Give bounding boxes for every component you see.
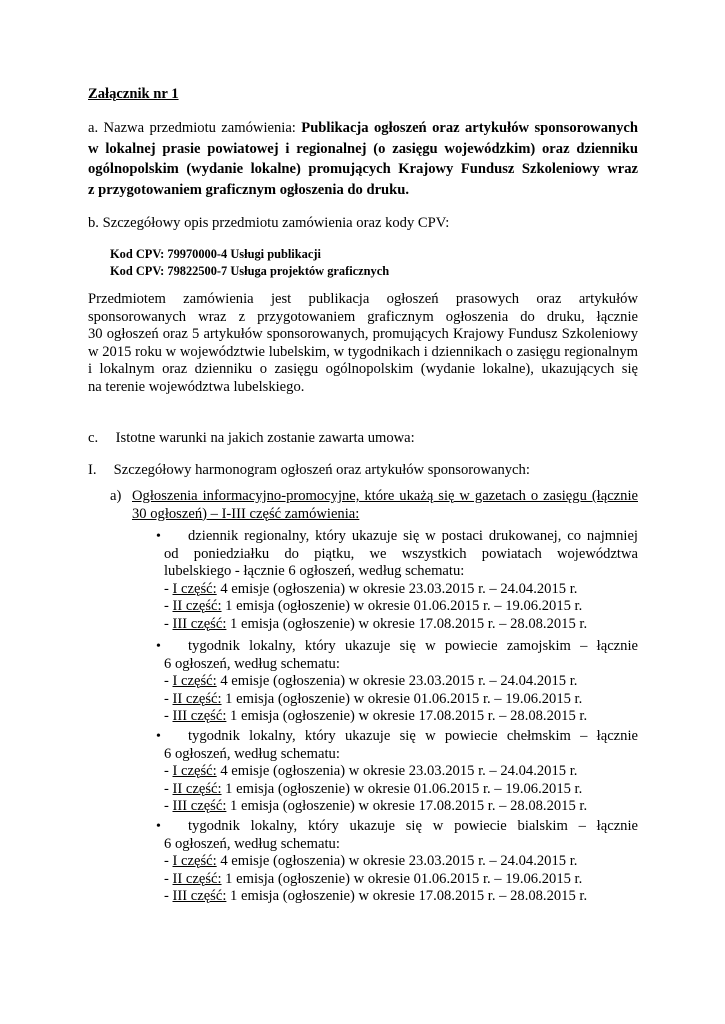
item-line: 6 ogłoszeń, według schematu: bbox=[164, 655, 340, 672]
section-a-line-2 bbox=[88, 139, 638, 160]
schedule-part: I część: bbox=[172, 580, 217, 597]
section-c bbox=[88, 428, 638, 449]
schedule-part: I część: bbox=[172, 763, 217, 779]
schedule-row bbox=[164, 871, 638, 889]
document-title: Załącznik nr 1 bbox=[88, 86, 179, 102]
schedule-row bbox=[164, 888, 638, 906]
description-line: Przedmiotem zamówienia jest publikacja ogłoszeń prasowych oraz artykułów bbox=[88, 291, 638, 307]
list-item bbox=[156, 818, 638, 906]
schedule-prefix: - bbox=[164, 598, 173, 614]
section-b-label: b. bbox=[88, 215, 99, 231]
schedule-text: 4 emisje (ogłoszenia) w okresie 23.03.2015 r. – 24.04.2015 r. bbox=[216, 763, 578, 779]
bullet-icon: • bbox=[156, 819, 161, 834]
section-a-bold-3: ogólnopolskim (wydanie lokalne) promujących Krajowy Fundusz Szkoleniowy wraz bbox=[88, 161, 638, 177]
schedule-text: 4 emisje (ogłoszenia) w okresie 23.03.2015 r. – 24.04.2015 r. bbox=[216, 853, 578, 869]
schedule-row bbox=[164, 781, 638, 799]
section-a bbox=[88, 118, 638, 200]
schedule-prefix: - bbox=[164, 708, 173, 724]
schedule-prefix: - bbox=[164, 673, 173, 689]
item-line: 6 ogłoszeń, według schematu: bbox=[164, 835, 340, 852]
schedule-part: I część: bbox=[172, 853, 217, 869]
schedule-part: II część: bbox=[172, 870, 222, 887]
schedule-text: 1 emisja (ogłoszenie) w okresie 17.08.2015 r. – 28.08.2015 r. bbox=[226, 798, 588, 814]
schedule-row bbox=[164, 598, 638, 616]
section-a-line-4 bbox=[88, 180, 638, 201]
subsection-a-line-2 bbox=[110, 506, 638, 524]
cpv-code-1: Kod CPV: 79970000-4 Usługi publikacji bbox=[110, 247, 321, 261]
cpv-codes bbox=[110, 246, 638, 280]
schedule-prefix: - bbox=[164, 615, 173, 632]
section-b-text: Szczegółowy opis przedmiotu zamówienia oraz kody CPV: bbox=[102, 215, 450, 231]
section-a-bold-2: w lokalnej prasie powiatowej i regionalnej (o zasięgu wojewódzkim) oraz dzienniku bbox=[88, 140, 638, 157]
section-a-line-3 bbox=[88, 159, 638, 180]
bullet-icon: • bbox=[156, 639, 161, 654]
schedule-row bbox=[164, 673, 638, 691]
description-line: sponsorowanych wraz z przygotowaniem graficznym ogłoszenia do druku, łącznie bbox=[88, 308, 638, 325]
schedule-prefix: - bbox=[164, 798, 173, 814]
description-paragraph bbox=[88, 291, 638, 396]
schedule-prefix: - bbox=[164, 870, 173, 887]
schedule-text: 1 emisja (ogłoszenie) w okresie 17.08.2015 r. – 28.08.2015 r. bbox=[226, 888, 588, 904]
schedule-row bbox=[164, 708, 638, 726]
section-c-text: Istotne warunki na jakich zostanie zawarta umowa: bbox=[115, 430, 415, 446]
section-I-text: Szczegółowy harmonogram ogłoszeń oraz artykułów sponsorowanych: bbox=[113, 462, 530, 478]
bullet-icon: • bbox=[156, 529, 161, 544]
subsection-a-line-1 bbox=[110, 488, 638, 506]
schedule-text: 1 emisja (ogłoszenie) w okresie 17.08.2015 r. – 28.08.2015 r. bbox=[226, 615, 588, 632]
description-line: w 2015 roku w województwie lubelskim, w tygodnikach i dziennikach o zasięgu regionalnym bbox=[88, 343, 638, 360]
section-a-bold-4: z przygotowaniem graficznym ogłoszenia do druku. bbox=[88, 181, 410, 198]
schedule-part: I część: bbox=[172, 673, 217, 689]
section-a-label: a. bbox=[88, 120, 99, 136]
schedule-text: 1 emisja (ogłoszenie) w okresie 01.06.2015 r. – 19.06.2015 r. bbox=[221, 690, 583, 707]
item-line: od poniedziałku do piątku, we wszystkich powiatach województwa bbox=[164, 545, 638, 562]
item-line: lubelskiego - łącznie 6 ogłoszeń, według schematu: bbox=[164, 563, 465, 579]
schedule-part: III część: bbox=[172, 888, 227, 904]
schedule-part: III część: bbox=[172, 615, 227, 632]
schedule-row bbox=[164, 691, 638, 709]
schedule-part: II część: bbox=[172, 690, 222, 707]
section-a-line-1 bbox=[88, 118, 638, 139]
section-a-intro: Nazwa przedmiotu zamówienia: bbox=[103, 120, 296, 136]
schedule-text: 1 emisja (ogłoszenie) w okresie 01.06.2015 r. – 19.06.2015 r. bbox=[221, 598, 583, 614]
schedule-part: II część: bbox=[172, 780, 222, 797]
subsection-a-text-2: 30 ogłoszeń) – I-III część zamówienia: bbox=[132, 505, 360, 522]
subsection-a-label: a) bbox=[110, 488, 122, 504]
schedule-part: II część: bbox=[172, 598, 222, 614]
section-a-bold-1: Publikacja ogłoszeń oraz artykułów sponsorowanych bbox=[301, 120, 639, 136]
schedule-prefix: - bbox=[164, 780, 173, 797]
section-c-label: c. bbox=[88, 430, 99, 446]
schedule-part: III część: bbox=[172, 798, 227, 814]
section-b bbox=[88, 213, 638, 234]
schedule-text: 1 emisja (ogłoszenie) w okresie 01.06.2015 r. – 19.06.2015 r. bbox=[221, 870, 583, 887]
description-line: 30 ogłoszeń oraz 5 artykułów sponsorowanych, promujących Krajowy Fundusz Szkoleniowy bbox=[88, 326, 638, 342]
item-line: dziennik regionalny, który ukazuje się w postaci drukowanej, co najmniej bbox=[188, 528, 638, 544]
list-item bbox=[156, 638, 638, 726]
list-item bbox=[156, 728, 638, 816]
schedule-text: 4 emisje (ogłoszenia) w okresie 23.03.2015 r. – 24.04.2015 r. bbox=[216, 673, 578, 689]
item-line: tygodnik lokalny, który ukazuje się w powiecie chełmskim – łącznie bbox=[188, 728, 638, 744]
schedule-row bbox=[164, 853, 638, 871]
schedule-prefix: - bbox=[164, 888, 173, 904]
bullet-icon: • bbox=[156, 729, 161, 744]
schedule-part: III część: bbox=[172, 708, 227, 724]
schedule-prefix: - bbox=[164, 690, 173, 707]
description-line: i lokalnym oraz dzienniku o zasięgu ogólnopolskim (wydanie lokalne), ukazujących się bbox=[88, 361, 638, 377]
schedule-prefix: - bbox=[164, 763, 173, 779]
schedule-text: 1 emisja (ogłoszenie) w okresie 17.08.2015 r. – 28.08.2015 r. bbox=[226, 708, 588, 724]
subsection-a-text-1: Ogłoszenia informacyjno-promocyjne, które ukażą się w gazetach o zasięgu (łącznie bbox=[132, 488, 638, 504]
list-item bbox=[156, 528, 638, 633]
section-I bbox=[88, 460, 638, 481]
description-line: na terenie województwa lubelskiego. bbox=[88, 378, 305, 395]
schedule-text: 1 emisja (ogłoszenie) w okresie 01.06.2015 r. – 19.06.2015 r. bbox=[221, 780, 583, 797]
schedule-row bbox=[164, 581, 638, 599]
item-line: 6 ogłoszeń, według schematu: bbox=[164, 745, 340, 762]
schedule-prefix: - bbox=[164, 853, 173, 869]
item-line: tygodnik lokalny, który ukazuje się w powiecie bialskim – łącznie bbox=[188, 818, 638, 834]
section-I-label: I. bbox=[88, 462, 97, 478]
schedule-prefix: - bbox=[164, 580, 173, 597]
subsection-a bbox=[110, 488, 638, 523]
schedule-row bbox=[164, 798, 638, 816]
schedule-row bbox=[164, 616, 638, 634]
cpv-code-2: Kod CPV: 79822500-7 Usługa projektów graficznych bbox=[110, 264, 390, 278]
schedule-row bbox=[164, 763, 638, 781]
schedule-text: 4 emisje (ogłoszenia) w okresie 23.03.2015 r. – 24.04.2015 r. bbox=[216, 580, 578, 597]
item-line: tygodnik lokalny, który ukazuje się w powiecie zamojskim – łącznie bbox=[188, 638, 638, 654]
